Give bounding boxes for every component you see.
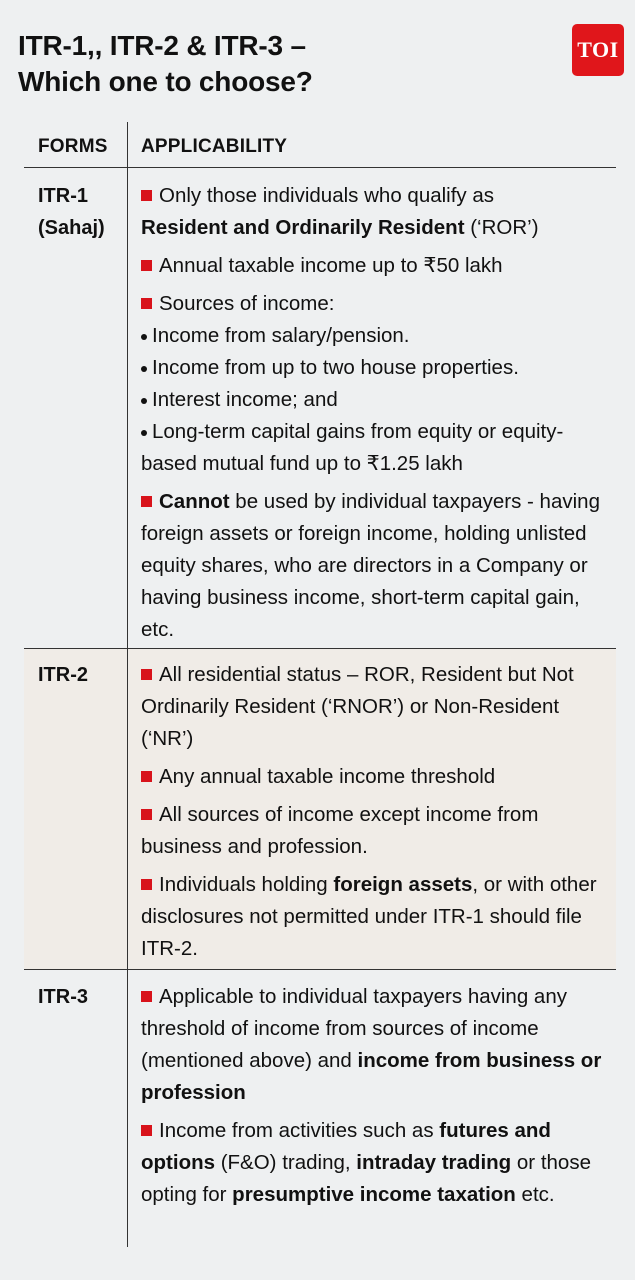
red-square-bullet-icon bbox=[141, 771, 152, 782]
itr1-sub-item-3: Interest income; and bbox=[141, 384, 613, 416]
red-square-bullet-icon bbox=[141, 669, 152, 680]
itr1-sub-item-1: Income from salary/pension. bbox=[141, 320, 613, 352]
red-square-bullet-icon bbox=[141, 298, 152, 309]
column-header-forms: FORMS bbox=[38, 136, 108, 157]
red-square-bullet-icon bbox=[141, 879, 152, 890]
toi-logo: TOI bbox=[572, 24, 624, 76]
itr1-applicability bbox=[141, 180, 613, 652]
form-itr1 bbox=[38, 180, 105, 244]
itr1-sub-item-4: Long-term capital gains from equity or equity-based mutual fund up to ₹1.25 lakh bbox=[141, 420, 564, 475]
form-itr1-name: ITR-1 bbox=[38, 185, 88, 207]
header-divider bbox=[24, 167, 616, 168]
column-header-applicability: APPLICABILITY bbox=[141, 136, 288, 157]
title-line-2: Which one to choose? bbox=[18, 66, 313, 97]
red-square-bullet-icon bbox=[141, 260, 152, 271]
red-square-bullet-icon bbox=[141, 1125, 152, 1136]
itr2-bullet-3: All sources of income except income from business and profession. bbox=[141, 803, 539, 858]
red-square-bullet-icon bbox=[141, 190, 152, 201]
itr1-bullet-3: Sources of income: bbox=[141, 288, 613, 320]
dot-bullet-icon bbox=[141, 366, 147, 372]
itr1-bullet-1: Only those individuals who qualify as Resident and Ordinarily Resident (‘ROR’) bbox=[141, 184, 539, 239]
itr2-bullet-1: All residential status – ROR, Resident but Not Ordinarily Resident (‘RNOR’) or Non-Resident (‘NR’) bbox=[141, 663, 574, 750]
form-itr3: ITR-3 bbox=[38, 986, 88, 1008]
form-itr1-alias: (Sahaj) bbox=[38, 217, 105, 239]
red-square-bullet-icon bbox=[141, 496, 152, 507]
itr3-applicability bbox=[141, 981, 613, 1217]
form-itr2: ITR-2 bbox=[38, 664, 88, 686]
itr1-bullet-4: Cannot be used by individual taxpayers - having foreign assets or foreign income, holding unlisted equity shares, who are directors in a Company or having business income, short-term capital gain, etc. bbox=[141, 490, 600, 641]
dot-bullet-icon bbox=[141, 334, 147, 340]
itr3-bullet-1: Applicable to individual taxpayers having any threshold of income from sources of income (mentioned above) and income from business or profession bbox=[141, 985, 602, 1104]
itr3-bullet-2: Income from activities such as futures and options (F&O) trading, intraday trading or those opting for presumptive income taxation etc. bbox=[141, 1119, 591, 1206]
dot-bullet-icon bbox=[141, 398, 147, 404]
title-line-1: ITR-1,, ITR-2 & ITR-3 – bbox=[18, 30, 306, 61]
red-square-bullet-icon bbox=[141, 991, 152, 1002]
itr2-bullet-4: Individuals holding foreign assets, or with other disclosures not permitted under ITR-1 should file ITR-2. bbox=[141, 873, 597, 960]
itr1-bullet-2: Annual taxable income up to ₹50 lakh bbox=[141, 250, 613, 282]
page-title bbox=[18, 28, 518, 100]
red-square-bullet-icon bbox=[141, 809, 152, 820]
itr2-applicability bbox=[141, 659, 613, 971]
itr1-sub-item-2: Income from up to two house properties. bbox=[141, 352, 613, 384]
itr2-bullet-2: Any annual taxable income threshold bbox=[141, 761, 613, 793]
dot-bullet-icon bbox=[141, 430, 147, 436]
column-divider bbox=[127, 122, 128, 1247]
